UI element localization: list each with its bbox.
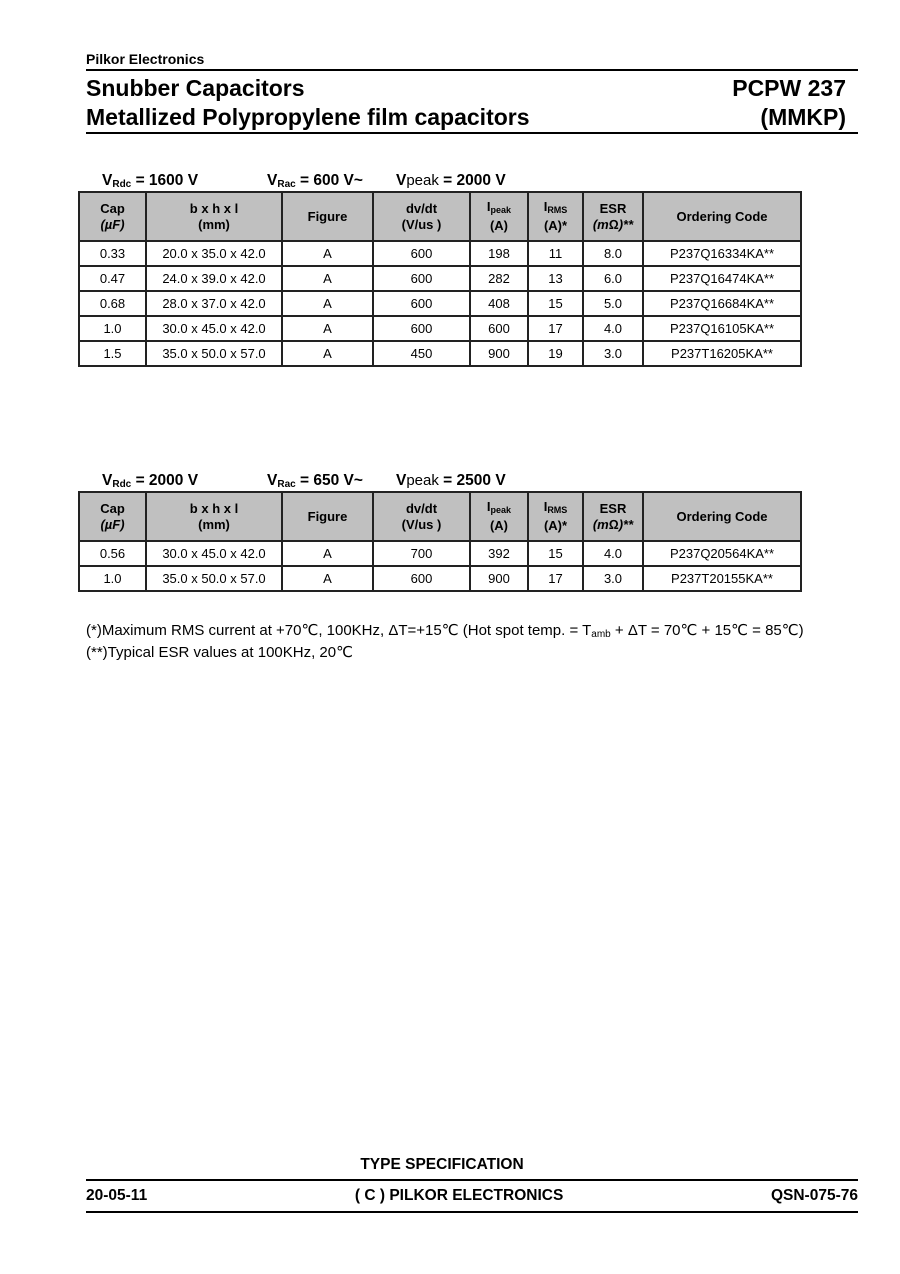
cell-ipeak: 900 bbox=[470, 341, 528, 366]
footer-date: 20-05-11 bbox=[86, 1187, 148, 1204]
footer-copyright: ( C ) PILKOR ELECTRONICS bbox=[354, 1187, 564, 1204]
title-line2: Metallized Polypropylene film capacitors bbox=[86, 104, 530, 130]
spec-table-1600v bbox=[78, 191, 802, 367]
col-dvdt: dv/dt (V/us ) bbox=[373, 492, 470, 541]
cell-cap: 1.0 bbox=[79, 566, 146, 591]
cell-cap: 0.68 bbox=[79, 291, 146, 316]
col-dimensions: b x h x l (mm) bbox=[146, 192, 282, 241]
cell-dimensions: 24.0 x 39.0 x 42.0 bbox=[146, 266, 282, 291]
cell-esr: 8.0 bbox=[583, 241, 643, 266]
cell-cap: 1.0 bbox=[79, 316, 146, 341]
cell-ordering-code: P237Q16474KA** bbox=[643, 266, 801, 291]
col-dvdt: dv/dt (V/us ) bbox=[373, 192, 470, 241]
cell-ordering-code: P237Q20564KA** bbox=[643, 541, 801, 566]
cell-irms: 11 bbox=[528, 241, 583, 266]
table-body bbox=[79, 241, 801, 366]
header-rule-top bbox=[86, 69, 858, 71]
col-dimensions: b x h x l (mm) bbox=[146, 492, 282, 541]
cell-irms: 13 bbox=[528, 266, 583, 291]
cell-figure: A bbox=[282, 266, 373, 291]
section2-vpeak: Vpeak = 2500 V bbox=[396, 472, 506, 489]
cell-irms: 15 bbox=[528, 541, 583, 566]
cell-ipeak: 392 bbox=[470, 541, 528, 566]
cell-cap: 0.47 bbox=[79, 266, 146, 291]
col-cap: Cap (µF) bbox=[79, 492, 146, 541]
cell-esr: 5.0 bbox=[583, 291, 643, 316]
table-row bbox=[79, 316, 801, 341]
col-irms: $I_{RMS}$ (A)* bbox=[528, 192, 583, 241]
table-body bbox=[79, 541, 801, 591]
cell-irms: 17 bbox=[528, 566, 583, 591]
cell-figure: A bbox=[282, 241, 373, 266]
table-row bbox=[79, 541, 801, 566]
cell-dimensions: 20.0 x 35.0 x 42.0 bbox=[146, 241, 282, 266]
cell-dvdt: 600 bbox=[373, 566, 470, 591]
cell-figure: A bbox=[282, 341, 373, 366]
col-ordering-code: Ordering Code bbox=[643, 492, 801, 541]
cell-ordering-code: P237T20155KA** bbox=[643, 566, 801, 591]
company-name: Pilkor Electronics bbox=[86, 51, 205, 67]
cell-ordering-code: P237Q16334KA** bbox=[643, 241, 801, 266]
footer-doc-number: QSN-075-76 bbox=[770, 1187, 858, 1204]
cell-dimensions: 35.0 x 50.0 x 57.0 bbox=[146, 566, 282, 591]
table-row bbox=[79, 266, 801, 291]
table-header-row bbox=[79, 192, 801, 241]
cell-dvdt: 600 bbox=[373, 266, 470, 291]
cell-esr: 4.0 bbox=[583, 316, 643, 341]
footer-rule-bottom bbox=[86, 1211, 858, 1213]
cell-dimensions: 30.0 x 45.0 x 42.0 bbox=[146, 316, 282, 341]
cell-esr: 3.0 bbox=[583, 341, 643, 366]
product-code: PCPW 237 bbox=[732, 75, 846, 101]
cell-ordering-code: P237Q16105KA** bbox=[643, 316, 801, 341]
cell-irms: 15 bbox=[528, 291, 583, 316]
cell-dvdt: 600 bbox=[373, 291, 470, 316]
table-header-row bbox=[79, 492, 801, 541]
cell-figure: A bbox=[282, 316, 373, 341]
cell-dvdt: 450 bbox=[373, 341, 470, 366]
note-esr: (**)Typical ESR values at 100KHz, 20℃ bbox=[86, 644, 353, 661]
product-series: (MMKP) bbox=[760, 104, 846, 130]
table-row bbox=[79, 241, 801, 266]
col-esr: ESR (mΩ)** bbox=[583, 192, 643, 241]
title-line1: Snubber Capacitors bbox=[86, 75, 305, 101]
cell-ipeak: 900 bbox=[470, 566, 528, 591]
table-row bbox=[79, 291, 801, 316]
section1-vrac: $V_{Rac} = 600$ V~ bbox=[267, 172, 363, 190]
cell-dimensions: 30.0 x 45.0 x 42.0 bbox=[146, 541, 282, 566]
cell-cap: 1.5 bbox=[79, 341, 146, 366]
footer-rule-top bbox=[86, 1179, 858, 1181]
cell-ipeak: 282 bbox=[470, 266, 528, 291]
col-irms: $I_{RMS}$ (A)* bbox=[528, 492, 583, 541]
col-cap: Cap (µF) bbox=[79, 192, 146, 241]
cell-dimensions: 28.0 x 37.0 x 42.0 bbox=[146, 291, 282, 316]
cell-irms: 17 bbox=[528, 316, 583, 341]
cell-esr: 6.0 bbox=[583, 266, 643, 291]
title-block bbox=[86, 74, 846, 132]
col-esr: ESR (mΩ)** bbox=[583, 492, 643, 541]
cell-figure: A bbox=[282, 566, 373, 591]
cell-dvdt: 600 bbox=[373, 241, 470, 266]
cell-esr: 4.0 bbox=[583, 541, 643, 566]
col-figure: Figure bbox=[282, 192, 373, 241]
cell-ipeak: 600 bbox=[470, 316, 528, 341]
note-rms-current: (*)Maximum RMS current at +70℃, 100KHz, ΔT=+15℃ (Hot spot temp. = $T_{amb} + \Delta T$ = 70℃ + 15℃ = 85℃) bbox=[86, 622, 804, 640]
cell-ordering-code: P237T16205KA** bbox=[643, 341, 801, 366]
cell-irms: 19 bbox=[528, 341, 583, 366]
cell-esr: 3.0 bbox=[583, 566, 643, 591]
section1-vrdc: $V_{Rdc} = 1600$ V bbox=[102, 172, 199, 190]
section2-vrdc: $V_{Rdc} = 2000$ V bbox=[102, 472, 199, 490]
cell-figure: A bbox=[282, 541, 373, 566]
col-ipeak: $I_{peak}$ (A) bbox=[470, 192, 528, 241]
col-ordering-code: Ordering Code bbox=[643, 192, 801, 241]
section2-vrac: $V_{Rac} = 650$ V~ bbox=[267, 472, 363, 490]
cell-cap: 0.33 bbox=[79, 241, 146, 266]
cell-ordering-code: P237Q16684KA** bbox=[643, 291, 801, 316]
spec-table-2000v bbox=[78, 491, 802, 592]
cell-ipeak: 198 bbox=[470, 241, 528, 266]
cell-ipeak: 408 bbox=[470, 291, 528, 316]
cell-dvdt: 700 bbox=[373, 541, 470, 566]
section1-vpeak: Vpeak = 2000 V bbox=[396, 172, 506, 189]
col-figure: Figure bbox=[282, 492, 373, 541]
table-row bbox=[79, 566, 801, 591]
cell-cap: 0.56 bbox=[79, 541, 146, 566]
header-rule-bottom bbox=[86, 132, 858, 134]
col-ipeak: $I_{peak}$ (A) bbox=[470, 492, 528, 541]
cell-dimensions: 35.0 x 50.0 x 57.0 bbox=[146, 341, 282, 366]
table-row bbox=[79, 341, 801, 366]
cell-figure: A bbox=[282, 291, 373, 316]
footer-row bbox=[86, 1187, 858, 1205]
cell-dvdt: 600 bbox=[373, 316, 470, 341]
footer-type-spec: TYPE SPECIFICATION bbox=[360, 1156, 524, 1173]
